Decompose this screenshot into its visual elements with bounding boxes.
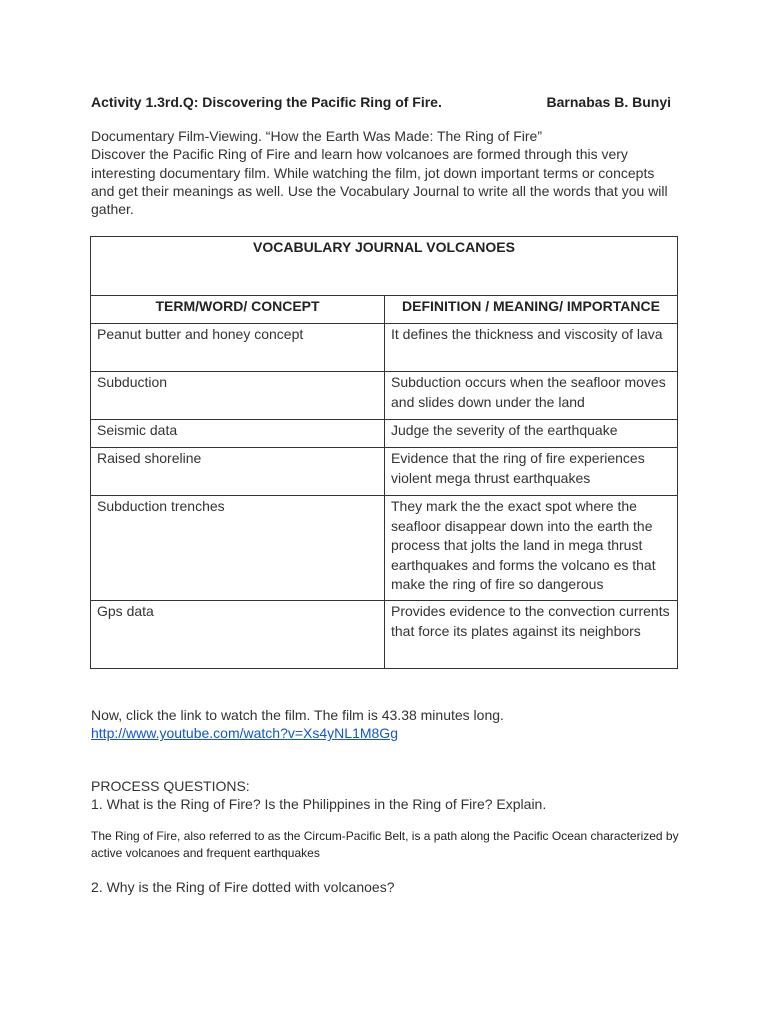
instructions-paragraph: Discover the Pacific Ring of Fire and learn how volcanoes are formed through this very interesting documentary film. While watching the film, jot down important terms or concepts and get their meanings as well. Use the Vocabulary Journal to write all the words that you will gather. (91, 146, 668, 218)
question-1: 1. What is the Ring of Fire? Is the Philippines in the Ring of Fire? Explain. (91, 796, 547, 813)
definition-cell: They mark the the exact spot where the seafloor disappear down into the earth the process that jolts the land in mega thrust earthquakes and forms the volcano es that make the ring of fire so dangerous (385, 496, 678, 601)
column-header-term: TERM/WORD/ CONCEPT (91, 296, 385, 324)
definition-cell: Judge the severity of the earthquake (385, 420, 678, 448)
definition-cell: Subduction occurs when the seafloor moves and slides down under the land (385, 372, 678, 420)
table-row (91, 496, 678, 601)
definition-cell: It defines the thickness and viscosity of lava (385, 324, 678, 372)
term-cell: Subduction (91, 372, 385, 420)
term-cell: Subduction trenches (91, 496, 385, 601)
answer-1: The Ring of Fire, also referred to as the Circum-Pacific Belt, is a path along the Pacific Ocean characterized by active volcanoes and frequent earthquakes (91, 829, 679, 860)
term-cell: Raised shoreline (91, 448, 385, 496)
term-cell: Peanut butter and honey concept (91, 324, 385, 372)
process-heading: PROCESS QUESTIONS: (91, 778, 250, 794)
watch-section (91, 706, 681, 743)
watch-instruction: Now, click the link to watch the film. The film is 43.38 minutes long. (91, 707, 504, 723)
definition-cell: Provides evidence to the convection currents that force its plates against its neighbors (385, 601, 678, 669)
video-link[interactable]: http://www.youtube.com/watch?v=Xs4yNL1M8Gg (91, 725, 398, 742)
table-caption: VOCABULARY JOURNAL VOLCANOES (91, 237, 678, 296)
document-header (91, 94, 671, 114)
vocabulary-table (90, 236, 678, 669)
table-row (91, 324, 678, 372)
intro-section (91, 127, 681, 218)
term-cell: Seismic data (91, 420, 385, 448)
table-row (91, 420, 678, 448)
table-row (91, 448, 678, 496)
table-row (91, 601, 678, 669)
activity-title: Activity 1.3rd.Q: Discovering the Pacific Ring of Fire. (91, 94, 442, 110)
definition-cell: Evidence that the ring of fire experiences violent mega thrust earthquakes (385, 448, 678, 496)
term-cell: Gps data (91, 601, 385, 669)
question-2: 2. Why is the Ring of Fire dotted with volcanoes? (91, 879, 395, 895)
film-title-line: Documentary Film-Viewing. “How the Earth Was Made: The Ring of Fire” (91, 128, 543, 144)
table-row (91, 372, 678, 420)
column-header-definition: DEFINITION / MEANING/ IMPORTANCE (385, 296, 678, 324)
process-questions (91, 777, 681, 814)
author-name: Barnabas B. Bunyi (546, 94, 671, 110)
